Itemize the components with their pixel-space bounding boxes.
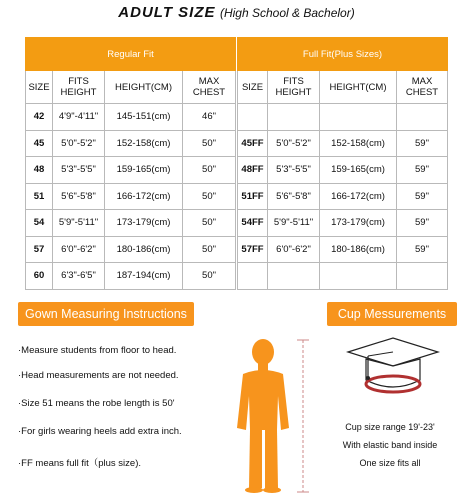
table-cell: 51 (26, 183, 53, 210)
full-fit-header: Full Fit(Plus Sizes) (238, 38, 448, 71)
instruction-item: ·Measure students from floor to head. (18, 345, 177, 356)
regular-column-headers (26, 71, 236, 104)
table-cell: 159-165(cm) (105, 157, 183, 184)
cup-note: Cup size range 19'-23' (345, 422, 435, 432)
table-cell: 166-172(cm) (105, 183, 183, 210)
table-cell (320, 263, 397, 290)
regular-col-header: MAX CHEST (183, 71, 236, 104)
table-cell: 54 (26, 210, 53, 237)
table-cell: 50" (183, 210, 236, 237)
table-cell: 145-151(cm) (105, 104, 183, 131)
cup-note: One size fits all (359, 458, 421, 468)
table-cell: 46" (183, 104, 236, 131)
gown-measuring-button[interactable]: Gown Measuring Instructions (18, 302, 194, 326)
table-cell: 54FF (238, 210, 268, 237)
table-cell: 6'0"-6'2" (53, 236, 105, 263)
table-cell: 59" (397, 157, 448, 184)
full-col-header: MAX CHEST (397, 71, 448, 104)
table-cell (320, 104, 397, 131)
table-cell: 48FF (238, 157, 268, 184)
table-row (238, 183, 448, 210)
table-cell: 51FF (238, 183, 268, 210)
table-cell: 42 (26, 104, 53, 131)
table-cell: 6'3"-6'5" (53, 263, 105, 290)
table-row (238, 210, 448, 237)
regular-col-header: FITS HEIGHT (53, 71, 105, 104)
table-cell: 5'0"-5'2" (53, 130, 105, 157)
regular-fit-table (25, 37, 236, 290)
table-cell: 59" (397, 236, 448, 263)
cup-note: With elastic band inside (342, 440, 438, 450)
table-cell: 5'9"-5'11" (268, 210, 320, 237)
full-fit-table (237, 37, 448, 290)
regular-col-header: SIZE (26, 71, 53, 104)
table-cell: 152-158(cm) (320, 130, 397, 157)
table-cell: 59" (397, 183, 448, 210)
table-cell: 5'3"-5'5" (53, 157, 105, 184)
table-cell: 50" (183, 130, 236, 157)
table-cell (238, 263, 268, 290)
regular-fit-header: Regular Fit (26, 38, 236, 71)
table-cell: 159-165(cm) (320, 157, 397, 184)
table-cell: 180-186(cm) (105, 236, 183, 263)
table-cell: 4'9"-4'11" (53, 104, 105, 131)
table-row (26, 210, 236, 237)
table-row (26, 263, 236, 290)
table-cell: 173-179(cm) (320, 210, 397, 237)
full-col-header: HEIGHT(CM) (320, 71, 397, 104)
table-cell: 180-186(cm) (320, 236, 397, 263)
full-col-header: FITS HEIGHT (268, 71, 320, 104)
table-cell: 50" (183, 157, 236, 184)
table-cell: 5'0"-5'2" (268, 130, 320, 157)
instruction-item: ·For girls wearing heels add extra inch. (18, 426, 182, 437)
table-cell: 166-172(cm) (320, 183, 397, 210)
page-title: ADULT SIZE (118, 4, 216, 21)
table-cell: 45FF (238, 130, 268, 157)
table-row (26, 183, 236, 210)
table-row (26, 236, 236, 263)
table-cell: 5'3"-5'5" (268, 157, 320, 184)
table-cell: 5'6"-5'8" (268, 183, 320, 210)
table-cell (397, 104, 448, 131)
table-row (26, 104, 236, 131)
table-cell (238, 104, 268, 131)
table-cell: 59" (397, 210, 448, 237)
person-silhouette-icon (225, 330, 315, 495)
table-cell: 187-194(cm) (105, 263, 183, 290)
table-row (26, 130, 236, 157)
full-column-headers (238, 71, 448, 104)
table-row (238, 104, 448, 131)
table-cell: 50" (183, 263, 236, 290)
table-row (238, 236, 448, 263)
table-cell: 60 (26, 263, 53, 290)
table-cell (268, 263, 320, 290)
table-row (238, 130, 448, 157)
graduation-cap-icon (338, 334, 448, 404)
table-row (238, 157, 448, 184)
page-subtitle: (High School & Bachelor) (219, 6, 355, 20)
full-col-header: SIZE (238, 71, 268, 104)
instruction-item: ·FF means full fit（plus size). (18, 458, 141, 469)
table-cell: 5'6"-5'8" (53, 183, 105, 210)
instruction-item: ·Size 51 means the robe length is 50' (18, 398, 175, 409)
table-cell: 152-158(cm) (105, 130, 183, 157)
table-cell: 50" (183, 236, 236, 263)
table-cell: 173-179(cm) (105, 210, 183, 237)
table-cell: 5'9"-5'11" (53, 210, 105, 237)
table-cell: 59" (397, 130, 448, 157)
table-cell (397, 263, 448, 290)
table-row (26, 157, 236, 184)
table-cell: 6'0"-6'2" (268, 236, 320, 263)
table-cell: 45 (26, 130, 53, 157)
instruction-item: ·Head measurements are not needed. (18, 370, 179, 381)
table-cell: 48 (26, 157, 53, 184)
page-title-row (0, 4, 473, 22)
regular-col-header: HEIGHT(CM) (105, 71, 183, 104)
cup-measurements-button[interactable]: Cup Messurements (327, 302, 457, 326)
table-cell: 50" (183, 183, 236, 210)
table-cell: 57FF (238, 236, 268, 263)
table-row (238, 263, 448, 290)
table-cell: 57 (26, 236, 53, 263)
table-cell (268, 104, 320, 131)
